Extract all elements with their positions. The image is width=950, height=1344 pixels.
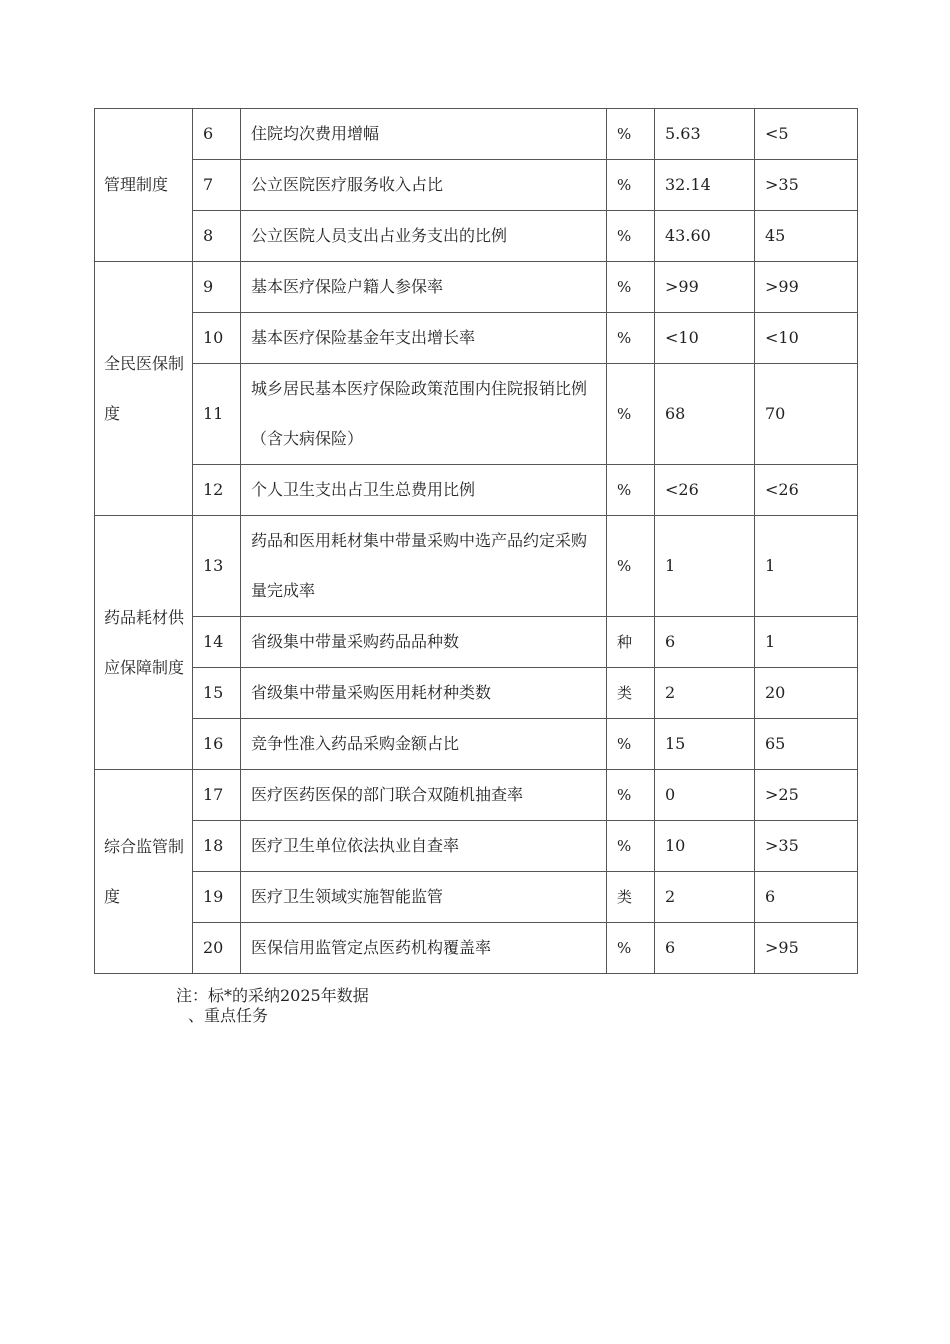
number-cell: 13: [193, 516, 241, 617]
target-value-cell: >35: [755, 821, 858, 872]
baseline-value-cell: <26: [655, 465, 755, 516]
target-value-cell: 20: [755, 668, 858, 719]
baseline-value-cell: 15: [655, 719, 755, 770]
table-row: [95, 313, 858, 364]
unit-cell: %: [607, 923, 655, 974]
number-cell: 11: [193, 364, 241, 465]
table-row: [95, 770, 858, 821]
baseline-value-cell: 10: [655, 821, 755, 872]
indicator-name-cell: 竞争性准入药品采购金额占比: [241, 719, 607, 770]
indicator-name-cell: 公立医院人员支出占业务支出的比例: [241, 211, 607, 262]
target-value-cell: >35: [755, 160, 858, 211]
number-cell: 17: [193, 770, 241, 821]
target-value-cell: 6: [755, 872, 858, 923]
target-value-cell: >95: [755, 923, 858, 974]
indicator-name-cell: 省级集中带量采购医用耗材种类数: [241, 668, 607, 719]
target-value-cell: 70: [755, 364, 858, 465]
table-row: [95, 668, 858, 719]
table-row: [95, 923, 858, 974]
baseline-value-cell: 43.60: [655, 211, 755, 262]
unit-cell: %: [607, 364, 655, 465]
table-row: [95, 617, 858, 668]
indicator-table-body: [95, 109, 858, 974]
number-cell: 16: [193, 719, 241, 770]
unit-cell: %: [607, 465, 655, 516]
table-row: [95, 821, 858, 872]
target-value-cell: 1: [755, 617, 858, 668]
category-cell: 管理制度: [95, 109, 193, 262]
indicator-name-cell: 公立医院医疗服务收入占比: [241, 160, 607, 211]
baseline-value-cell: >99: [655, 262, 755, 313]
unit-cell: %: [607, 770, 655, 821]
category-cell: 药品耗材供应保障制度: [95, 516, 193, 770]
indicator-name-cell: 基本医疗保险基金年支出增长率: [241, 313, 607, 364]
unit-cell: 种: [607, 617, 655, 668]
indicator-name-cell: 省级集中带量采购药品品种数: [241, 617, 607, 668]
unit-cell: %: [607, 211, 655, 262]
baseline-value-cell: 6: [655, 923, 755, 974]
baseline-value-cell: 32.14: [655, 160, 755, 211]
unit-cell: %: [607, 313, 655, 364]
table-row: [95, 160, 858, 211]
number-cell: 14: [193, 617, 241, 668]
number-cell: 6: [193, 109, 241, 160]
category-cell: 综合监管制度: [95, 770, 193, 974]
unit-cell: %: [607, 109, 655, 160]
number-cell: 19: [193, 872, 241, 923]
table-row: [95, 516, 858, 617]
indicator-name-cell: 医疗医药医保的部门联合双随机抽查率: [241, 770, 607, 821]
target-value-cell: <5: [755, 109, 858, 160]
section-heading: 、重点任务: [188, 1006, 269, 1025]
unit-cell: %: [607, 516, 655, 617]
table-row: [95, 262, 858, 313]
table-footnote: 注：标*的采纳2025年数据: [176, 986, 369, 1005]
category-cell: 全民医保制度: [95, 262, 193, 516]
unit-cell: %: [607, 821, 655, 872]
target-value-cell: 45: [755, 211, 858, 262]
table-row: [95, 211, 858, 262]
table-row: [95, 364, 858, 465]
indicator-name-cell: 基本医疗保险户籍人参保率: [241, 262, 607, 313]
target-value-cell: >25: [755, 770, 858, 821]
indicator-name-cell: 个人卫生支出占卫生总费用比例: [241, 465, 607, 516]
number-cell: 7: [193, 160, 241, 211]
unit-cell: 类: [607, 668, 655, 719]
target-value-cell: 1: [755, 516, 858, 617]
table-row: [95, 465, 858, 516]
number-cell: 10: [193, 313, 241, 364]
unit-cell: 类: [607, 872, 655, 923]
table-row: [95, 872, 858, 923]
indicator-name-cell: 城乡居民基本医疗保险政策范围内住院报销比例（含大病保险）: [241, 364, 607, 465]
target-value-cell: >99: [755, 262, 858, 313]
number-cell: 15: [193, 668, 241, 719]
indicator-name-cell: 医保信用监管定点医药机构覆盖率: [241, 923, 607, 974]
indicator-table: [94, 108, 858, 974]
number-cell: 18: [193, 821, 241, 872]
baseline-value-cell: 6: [655, 617, 755, 668]
indicator-name-cell: 医疗卫生单位依法执业自查率: [241, 821, 607, 872]
table-row: [95, 719, 858, 770]
baseline-value-cell: 1: [655, 516, 755, 617]
number-cell: 8: [193, 211, 241, 262]
unit-cell: %: [607, 262, 655, 313]
indicator-name-cell: 住院均次费用增幅: [241, 109, 607, 160]
unit-cell: %: [607, 719, 655, 770]
baseline-value-cell: 2: [655, 668, 755, 719]
target-value-cell: <26: [755, 465, 858, 516]
indicator-name-cell: 药品和医用耗材集中带量采购中选产品约定采购量完成率: [241, 516, 607, 617]
baseline-value-cell: 2: [655, 872, 755, 923]
baseline-value-cell: 68: [655, 364, 755, 465]
baseline-value-cell: <10: [655, 313, 755, 364]
number-cell: 9: [193, 262, 241, 313]
baseline-value-cell: 5.63: [655, 109, 755, 160]
target-value-cell: <10: [755, 313, 858, 364]
target-value-cell: 65: [755, 719, 858, 770]
table-row: [95, 109, 858, 160]
number-cell: 12: [193, 465, 241, 516]
indicator-name-cell: 医疗卫生领域实施智能监管: [241, 872, 607, 923]
unit-cell: %: [607, 160, 655, 211]
baseline-value-cell: 0: [655, 770, 755, 821]
number-cell: 20: [193, 923, 241, 974]
